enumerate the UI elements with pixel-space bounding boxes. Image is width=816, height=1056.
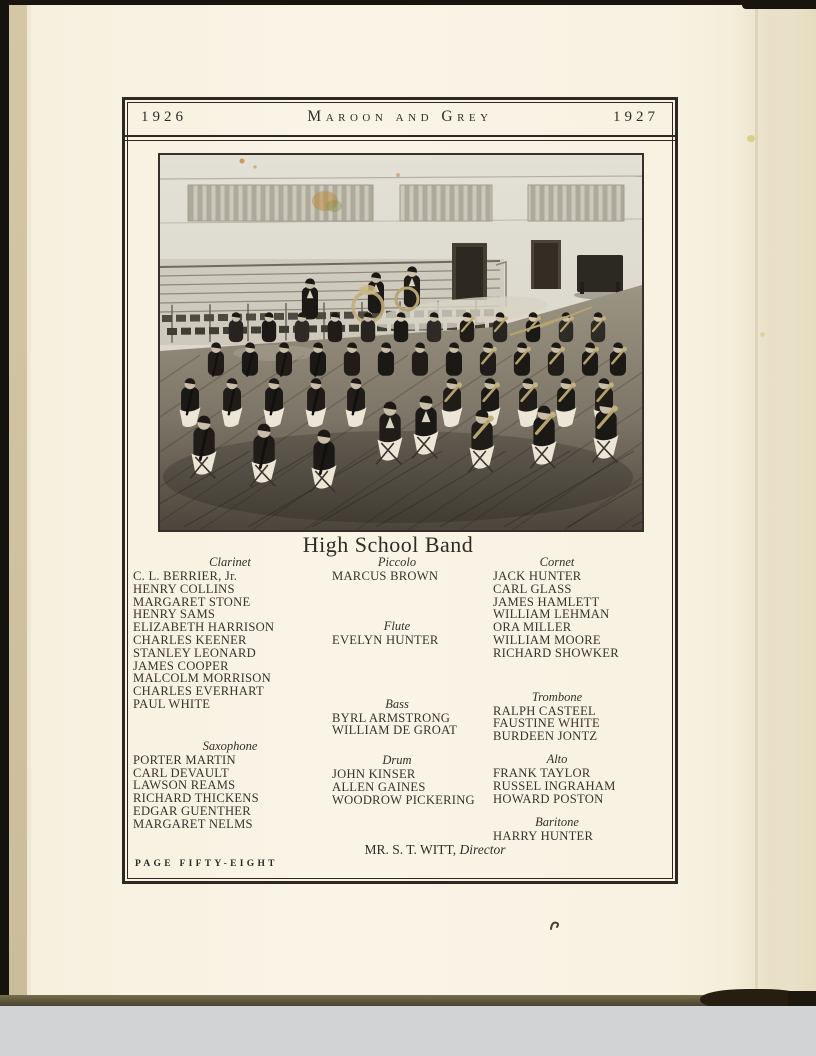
member-name: PAUL WHITE [133,696,211,711]
instrument-section [493,555,675,660]
instrument-heading: Flute [383,618,411,633]
member-name: C. L. BERRIER, Jr. [133,569,238,583]
member-name: EDGAR GUENTHER [133,803,251,818]
member-name: LAWSON REAMS [133,778,236,793]
member-name: WILLIAM DE GROAT [332,723,458,738]
member-name: FRANK TAYLOR [493,765,591,780]
member-name: WOODROW PICKERING [332,792,475,807]
instrument-heading: Cornet [539,555,575,569]
instrument-heading: Saxophone [202,738,258,753]
member-name: ALLEN GAINES [332,779,426,794]
instrument-section [493,815,675,843]
instrument-heading: Piccolo [377,555,417,569]
member-name: FAUSTINE WHITE [493,716,600,731]
ink-mark [549,918,561,932]
paper-stain [747,135,755,142]
page-number-label: PAGE FIFTY-EIGHT [135,859,278,869]
spine-highlight [27,0,31,1000]
member-name: ELIZABETH HARRISON [133,620,275,635]
member-name: RUSSEL INGRAHAM [493,778,616,793]
running-header [125,100,675,134]
member-name: HOWARD POSTON [493,791,604,806]
instrument-heading: Alto [546,751,568,766]
member-name: PORTER MARTIN [133,752,236,767]
instrument-heading: Baritone [535,815,579,830]
member-name: STANLEY LEONARD [133,645,256,660]
member-name: MARGARET NELMS [133,816,253,831]
member-name: JACK HUNTER [493,569,582,583]
header-rule-thin [125,140,675,141]
member-name: HARRY HUNTER [493,829,594,844]
gym-windows [188,185,624,221]
page-gutter-shading [732,0,816,1000]
yearbook-title: Maroon and Grey [307,108,493,125]
page-bottom-edge [0,995,816,1006]
paper-stain [760,332,765,337]
scanner-background [0,1006,816,1056]
instrument-section [133,739,327,831]
instrument-section [332,619,490,647]
director-role: Director [459,842,506,857]
member-name: MARGARET STONE [133,594,251,609]
instrument-heading: Drum [382,753,412,768]
member-name: RICHARD THICKENS [133,791,259,806]
member-name: HENRY COLLINS [133,581,235,596]
header-rule-thick [125,135,675,137]
book-spine [0,0,9,1056]
page-title: High School Band [302,532,474,557]
doorway [452,243,487,300]
member-name: MALCOLM MORRISON [133,671,271,686]
instrument-section [493,690,675,743]
year-right: 1927 [612,108,659,125]
member-name: RICHARD SHOWKER [493,645,619,660]
member-name: BURDEEN JONTZ [493,729,598,744]
scan-top-edge [9,0,816,5]
instrument-heading: Bass [385,696,409,711]
instrument-section [133,555,327,711]
instrument-heading: Clarinet [209,555,251,569]
member-name: WILLIAM LEHMAN [493,607,610,622]
member-name: RALPH CASTEEL [493,703,596,718]
member-name: JOHN KINSER [332,767,416,782]
member-name: HENRY SAMS [133,607,216,622]
spine-edge [9,0,27,1000]
member-name: CHARLES KEENER [133,632,247,647]
member-name: ORA MILLER [493,620,572,635]
member-name: CARL DEVAULT [133,765,229,780]
year-left: 1926 [141,108,187,125]
member-name: MARCUS BROWN [332,569,439,583]
band-photo-scene [160,155,642,530]
roster-column-middle [332,555,490,807]
scan-top-edge-right [742,0,816,9]
member-name: WILLIAM MOORE [493,632,601,647]
page-crease [755,6,758,994]
instrument-heading: Trombone [531,689,583,704]
director-name: MR. S. T. WITT, [364,842,457,857]
member-name: CHARLES EVERHART [133,684,264,699]
member-name: JAMES COOPER [133,658,229,673]
member-name: BYRL ARMSTRONG [332,710,451,725]
roster-column-right [493,555,675,843]
page-border-frame [122,97,678,884]
director-credit [315,842,555,858]
member-name: EVELYN HUNTER [332,632,439,647]
member-name: JAMES HAMLETT [493,594,600,609]
band-photo [158,153,644,532]
doorway [531,240,561,289]
member-name: CARL GLASS [493,581,572,596]
roster-column-left [133,555,327,831]
instrument-section [493,752,675,805]
